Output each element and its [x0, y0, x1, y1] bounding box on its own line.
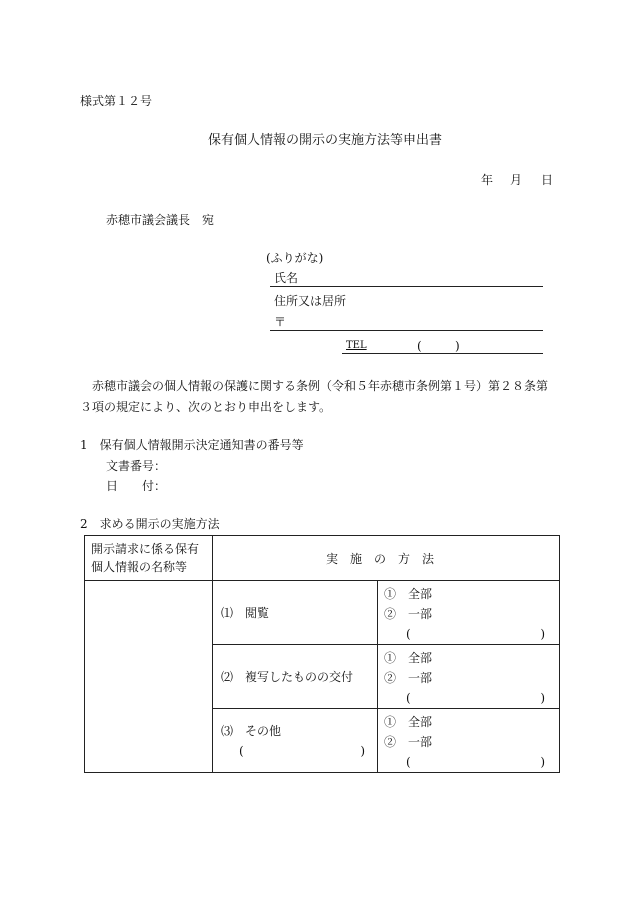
methods-table	[84, 535, 560, 773]
partial-detail[interactable]: ( )	[406, 691, 546, 705]
form-number: 様式第１２号	[80, 94, 153, 108]
tel-underline	[342, 353, 543, 354]
section2-heading: 2 求める開示の実施方法	[80, 517, 220, 531]
item-name-cell[interactable]	[85, 581, 213, 773]
options-cell	[378, 709, 560, 773]
date-month: 月	[510, 173, 523, 187]
tel-label: TEL	[346, 340, 367, 351]
header-method-cell: 実施の方法	[213, 536, 560, 581]
tel-paren-close: )	[455, 339, 460, 353]
date-day: 日	[541, 173, 554, 187]
options-cell	[378, 581, 560, 645]
addressee: 赤穂市議会議長 宛	[106, 213, 215, 227]
date-year: 年	[481, 173, 494, 187]
postal-mark: 〒	[274, 315, 287, 329]
table-row	[85, 581, 560, 645]
page-title: 保有個人情報の開示の実施方法等申出書	[208, 133, 443, 148]
body-text-line2: ３項の規定により、次のとおり申出をします。	[80, 400, 332, 414]
method-other: ⑶ その他 ( )	[213, 709, 378, 773]
name-label: 氏名	[274, 271, 299, 285]
partial-detail[interactable]: ( )	[406, 627, 546, 641]
notice-date-label: 日 付：	[106, 479, 167, 493]
option-partial[interactable]: ② 一部	[384, 607, 433, 621]
address-underline	[270, 330, 543, 331]
options-cell	[378, 645, 560, 709]
option-partial[interactable]: ② 一部	[384, 735, 433, 749]
option-all[interactable]: ① 全部	[384, 715, 433, 729]
option-all[interactable]: ① 全部	[384, 651, 433, 665]
option-partial[interactable]: ② 一部	[384, 671, 433, 685]
section1-heading: 1 保有個人情報開示決定通知書の番号等	[80, 438, 304, 452]
tel-paren-open: (	[417, 339, 422, 353]
method-copy-delivery: ⑵ 複写したものの交付	[213, 645, 378, 709]
partial-detail[interactable]: ( )	[406, 755, 546, 769]
option-all[interactable]: ① 全部	[384, 587, 433, 601]
other-detail[interactable]: ( )	[239, 743, 365, 758]
doc-number-label: 文書番号：	[106, 459, 167, 473]
furigana-label: (ふりがな)	[266, 251, 324, 265]
table-header-row	[85, 536, 560, 581]
body-text-line1: 赤穂市議会の個人情報の保護に関する条例（令和５年赤穂市条例第１号）第２８条第	[92, 379, 549, 393]
header-item-name-cell: 開示請求に係る保有 個人情報の名称等	[85, 536, 213, 581]
name-underline	[270, 286, 543, 287]
address-label: 住所又は居所	[274, 294, 347, 308]
method-inspection: ⑴ 閲覧	[213, 581, 378, 645]
